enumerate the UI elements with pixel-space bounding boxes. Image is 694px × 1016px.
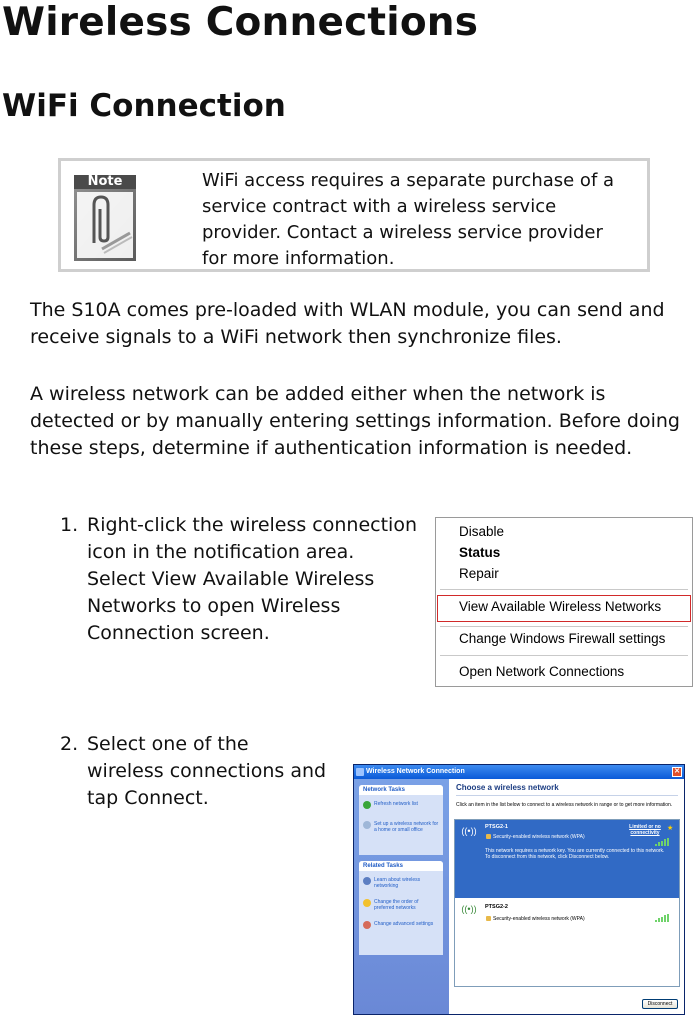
disconnect-button[interactable]: Disconnect	[642, 999, 678, 1009]
menu-item-view-available-networks[interactable]: View Available Wireless Networks	[459, 599, 662, 614]
network-security: Security-enabled wireless network (WPA)	[493, 834, 585, 840]
close-icon[interactable]: ✕	[672, 767, 682, 777]
settings-icon	[363, 921, 371, 929]
network-item[interactable]	[455, 900, 679, 934]
intro-paragraph: The S10A comes pre-loaded with WLAN module, you can send and receive signals to a WiFi network then synchronize files.	[30, 299, 665, 348]
star-icon	[363, 899, 371, 907]
network-tasks-header: Network Tasks	[359, 785, 443, 795]
task-label: Set up a wireless network for a home or small office	[374, 821, 439, 833]
task-label: Change the order of preferred networks	[374, 899, 419, 911]
window-title: Wireless Network Connection	[366, 768, 465, 775]
step-number: 1.	[60, 514, 79, 536]
network-app-icon	[356, 768, 364, 776]
title-divider	[456, 795, 678, 796]
note-text: WiFi access requires a separate purchase of a service contract with a wireless service provider. Contact a wireless service provider for more information.	[202, 170, 615, 269]
network-list[interactable]	[454, 819, 680, 987]
setup-network-icon	[363, 821, 371, 829]
related-tasks-header: Related Tasks	[359, 861, 443, 871]
menu-separator	[440, 589, 688, 590]
network-security: Security-enabled wireless network (WPA)	[493, 916, 585, 922]
wireless-network-window	[353, 764, 685, 1015]
wireless-antenna-icon: ((•))	[461, 826, 477, 836]
task-label: Learn about wireless networking	[374, 877, 421, 889]
step-text: Right-click the wireless connection icon in the notification area. Select View Available Wireless Networks to open Wireless Connection screen.	[87, 514, 417, 644]
choose-network-title: Choose a wireless network	[456, 783, 559, 792]
network-name: PTSG2-2	[485, 904, 508, 910]
menu-item-repair[interactable]: Repair	[459, 566, 499, 581]
lock-icon	[486, 916, 491, 921]
signal-strength-icon	[655, 914, 671, 922]
network-item-selected[interactable]	[455, 820, 679, 898]
page-heading: Wireless Connections	[2, 0, 479, 45]
network-name: PTSG2-1	[485, 824, 508, 830]
menu-item-status[interactable]: Status	[459, 545, 501, 560]
network-status[interactable]: Limited or no connectivity	[629, 824, 661, 836]
menu-item-change-firewall[interactable]: Change Windows Firewall settings	[459, 631, 666, 646]
wireless-antenna-icon: ((•))	[461, 904, 477, 914]
task-sidebar	[354, 779, 449, 1015]
star-icon: ★	[667, 825, 674, 832]
instructions-paragraph: A wireless network can be added either when the network is detected or by manually entering settings information. Before doing these steps, determine if authentication information is needed.	[30, 383, 680, 459]
network-instruction: Click an item in the list below to connect to a wireless network in range or to get more information.	[456, 802, 673, 808]
section-heading: WiFi Connection	[2, 88, 286, 124]
signal-strength-icon	[655, 838, 671, 846]
network-tasks-panel	[359, 785, 443, 855]
task-label: Change advanced settings	[374, 921, 434, 927]
window-main-area	[450, 779, 684, 1015]
menu-item-open-network-connections[interactable]: Open Network Connections	[459, 664, 625, 679]
lock-icon	[486, 834, 491, 839]
window-titlebar	[354, 765, 684, 779]
network-message: This network requires a network key. You are currently connected to this network. To disconnect from this network, click Disconnect below.	[485, 848, 665, 860]
menu-separator	[440, 626, 688, 627]
task-label: Refresh network list	[374, 801, 418, 807]
menu-item-disable[interactable]: Disable	[459, 524, 505, 539]
menu-separator	[440, 655, 688, 656]
step-text: Select one of the wireless connections and tap Connect.	[87, 733, 327, 809]
related-tasks-panel	[359, 861, 443, 955]
note-badge-label: Note	[87, 174, 123, 189]
help-icon	[363, 877, 371, 885]
refresh-icon	[363, 801, 371, 809]
step-number: 2.	[60, 733, 79, 755]
context-menu	[435, 517, 693, 687]
